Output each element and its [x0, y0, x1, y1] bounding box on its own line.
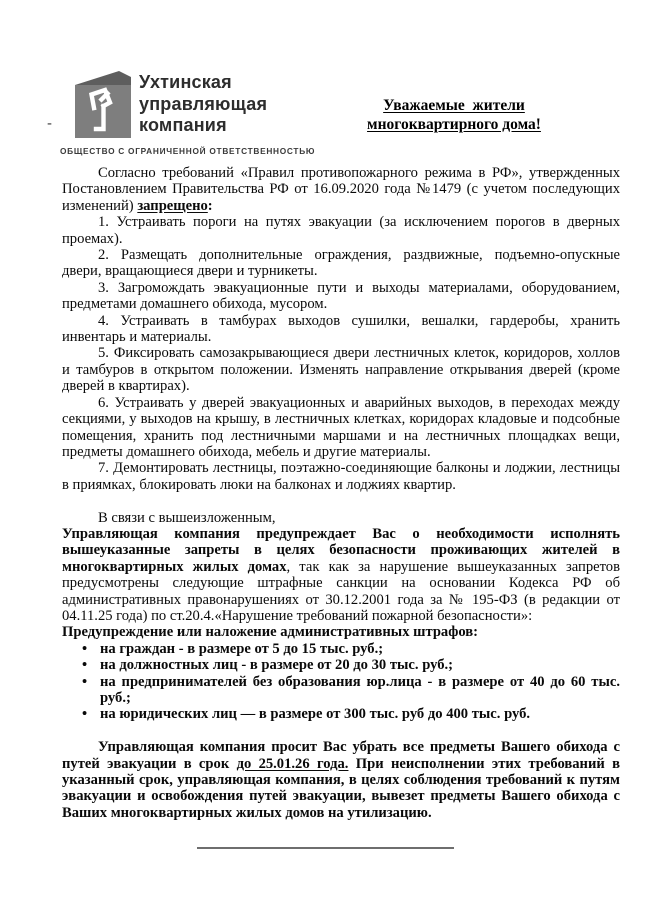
bullet-icon: •	[82, 640, 88, 657]
transition-line: В связи с вышеизложенным,	[98, 509, 276, 526]
prohibition-item-3: 3. Загромождать эвакуационные пути и выходы материалами, оборудованием, предметами домашнего обихода, мусором.	[62, 279, 620, 313]
fine-item-text: на граждан - в размере от 5 до 15 тыс. руб.;	[100, 640, 384, 657]
fine-item-legal-entities	[62, 706, 620, 722]
fine-item-text: на предпринимателей без образования юр.лица - в размере от 40 до 60 тыс. руб.;	[100, 673, 620, 706]
company-legal-form: ОБЩЕСТВО С ОГРАНИЧЕННОЙ ОТВЕТСТВЕННОСТЬЮ	[60, 146, 316, 156]
company-name	[139, 72, 267, 137]
prohibition-item-4: 4. Устраивать в тамбурах выходов сушилки, вешалки, гардеробы, хранить инвентарь и материалы.	[62, 312, 620, 346]
spacer	[62, 723, 620, 739]
company-name-line-3: компания	[139, 115, 227, 135]
fine-item-text: на юридических лиц — в размере от 300 тыс. руб до 400 тыс. руб.	[100, 706, 531, 723]
company-name-line-1: Ухтинская	[139, 72, 232, 92]
warning-bold-text: Управляющая компания предупреждает Вас о необходимости исполнять вышеуказанные запреты в целях безопасности проживающих жителей в многоквартирных жилых домах	[62, 525, 620, 575]
fine-item-entrepreneurs	[62, 674, 620, 707]
bullet-icon: •	[82, 673, 88, 690]
fines-heading: Предупреждение или наложение административных штрафов:	[62, 624, 478, 641]
intro-paragraph	[62, 165, 620, 214]
prohibition-item-5: 5. Фиксировать самозакрывающиеся двери лестничных клеток, коридоров, холлов и тамбуров в открытом положении. Изменять направление открывания дверей (кроме дверей в квартирах).	[62, 345, 620, 395]
fine-item-citizens	[62, 641, 620, 657]
warning-regular-text: , так как за нарушение вышеуказанных запретов предусмотрены следующие штрафные санкции на основании Кодекса РФ об административных правонарушениях от 30.12.2001 года за № 195-ФЗ (в редакции от 04.11.25 года) по ст.20.4.«Нарушение требований пожарной безопасности»:	[62, 558, 620, 624]
intro-lead-text: Согласно требований «Правил противопожарного режима в РФ», утвержденных Постановлением Правительства РФ от 16.09.2020 года №1479 (с учетом последующих изменений)	[62, 165, 620, 214]
intro-colon: :	[207, 197, 213, 214]
signature-line	[197, 847, 454, 849]
bullet-icon: •	[82, 706, 88, 723]
closing-after-text: При неисполнении этих требований в указанный срок, управляющая компания, в целях соблюдения требований к путям эвакуации и освобождения путей эвакуации, вывезет предметы Вашего обихода с Ваших многоквартирных жилых домов на утилизацию.	[62, 755, 620, 821]
prohibition-item-2: 2. Размещать дополнительные ограждения, раздвижные, подъемно-опускные двери, вращающиеся двери и турникеты.	[62, 247, 620, 280]
warning-paragraph	[62, 526, 620, 624]
folded-card-key-icon	[74, 68, 132, 138]
greeting-line-1: Уважаемые жители	[383, 97, 525, 114]
greeting-line-2: многоквартирного дома!	[367, 115, 541, 133]
prohibition-item-7: 7. Демонтировать лестницы, поэтажно-соединяющие балконы и лоджии, лестницы в приямках, блокировать люки на балконах и лоджиях квартир.	[62, 460, 620, 493]
spacer	[62, 493, 620, 509]
greeting-heading	[340, 97, 568, 134]
prohibition-item-6: 6. Устраивать у дверей эвакуационных и аварийных выходов, в переходах между секциями, у выходов на крышу, в лестничных клетках, коридорах кладовые и подсобные помещения, хранить под лестничными маршами и на лестничных площадках вещи, предметы домашнего обихода, мебель и другие материалы.	[62, 394, 620, 460]
company-name-line-2: управляющая	[139, 93, 268, 114]
closing-before-text: Управляющая компания просит Вас убрать все предметы Вашего обихода с путей эвакуации в срок	[62, 739, 620, 772]
fine-item-text: на должностных лиц - в размере от 20 до 30 тыс. руб.;	[100, 657, 454, 674]
company-logo-icon	[74, 68, 132, 138]
forbidden-keyword: запрещено	[137, 197, 208, 214]
fine-item-officials	[62, 657, 620, 673]
closing-paragraph	[62, 739, 620, 821]
margin-dash-mark: -	[47, 115, 52, 132]
deadline-date: до 25.01.26 года.	[236, 755, 349, 772]
prohibition-item-1: 1. Устраивать пороги на путях эвакуации (за исключением порогов в дверных проемах).	[62, 214, 620, 247]
document-body	[62, 165, 620, 821]
bullet-icon: •	[82, 657, 88, 674]
